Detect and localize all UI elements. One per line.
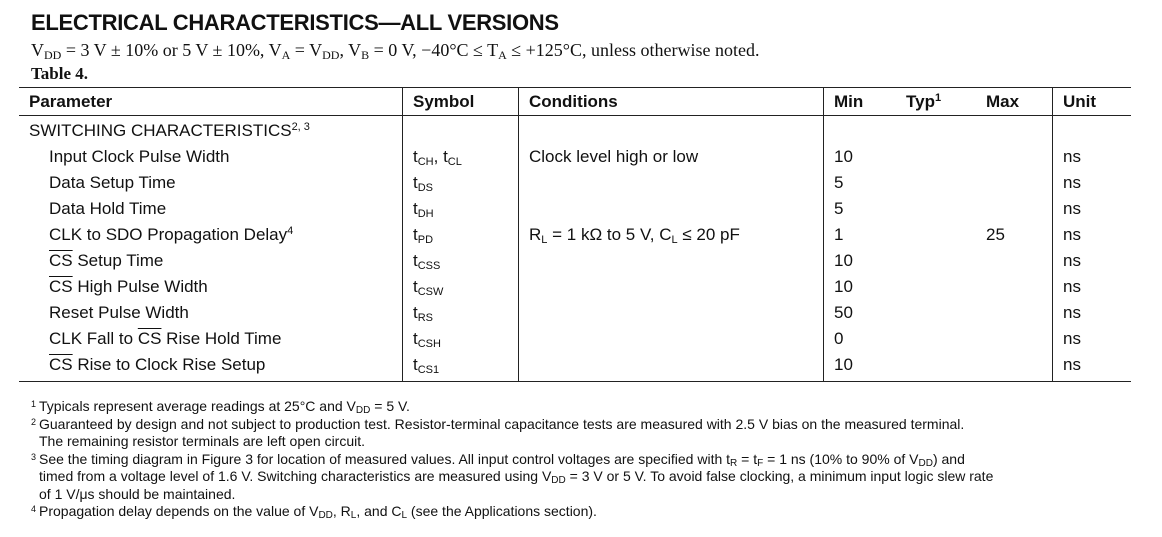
- vb-subscript: B: [361, 48, 370, 62]
- param-name: Data Setup Time: [49, 173, 176, 192]
- symbol-cell: [403, 196, 519, 222]
- table-row: [19, 248, 1131, 274]
- vb-value: = 0 V, −40°C ≤ T: [369, 40, 499, 60]
- footnotes: [31, 398, 1131, 521]
- va-equals: = V: [290, 40, 323, 60]
- symbol-t: t: [413, 147, 418, 166]
- table-header-row: [19, 88, 1131, 116]
- symbol-sub: CSH: [417, 338, 441, 350]
- param-name: Rise Hold Time: [161, 329, 282, 348]
- param-cell: [19, 300, 403, 326]
- vdd-subscript: DD: [44, 48, 62, 62]
- section-title: ELECTRICAL CHARACTERISTICS—ALL VERSIONS: [31, 10, 559, 35]
- param-cell: [19, 248, 403, 274]
- unit-cell: ns: [1053, 352, 1132, 382]
- typ-cell: [896, 248, 976, 274]
- table-body: [19, 116, 1131, 382]
- cs-signal: $\overline{CS}$: [137, 329, 162, 348]
- param-cell: [19, 144, 403, 170]
- cond-sub: L: [541, 234, 548, 246]
- symbol-cell: [403, 274, 519, 300]
- min-cell: 10: [824, 352, 897, 382]
- table-row: [19, 170, 1131, 196]
- section-row: [19, 116, 1131, 145]
- symbol-sub: PD: [417, 234, 434, 246]
- typ-cell: [896, 274, 976, 300]
- typ-cell: [896, 144, 976, 170]
- typ-cell: [896, 196, 976, 222]
- symbol-t: t: [413, 355, 418, 374]
- symbol-sub: DH: [417, 208, 434, 220]
- min-cell: 10: [824, 248, 897, 274]
- vb-symbol: , V: [339, 40, 362, 60]
- symbol-cell: [403, 352, 519, 382]
- conditions-cell: [519, 222, 824, 248]
- min-cell: 0: [824, 326, 897, 352]
- vdd-value: = 3 V ± 10% or 5 V ± 10%,: [61, 40, 269, 60]
- col-header-unit: Unit: [1053, 88, 1132, 116]
- min-cell: 10: [824, 144, 897, 170]
- max-cell: [976, 352, 1053, 382]
- symbol-t: t: [413, 277, 418, 296]
- vdd-symbol: V: [31, 40, 44, 60]
- symbol-t2: , t: [433, 147, 448, 166]
- param-cell: [19, 352, 403, 382]
- conditions-cell: [519, 352, 824, 382]
- col-header-parameter: Parameter: [19, 88, 403, 116]
- conditions-cell: [519, 144, 824, 170]
- section-footnote-refs: 2, 3: [291, 121, 310, 133]
- max-cell: [976, 248, 1053, 274]
- param-prefix: CLK Fall to: [49, 329, 138, 348]
- conditions-cell: [519, 300, 824, 326]
- param-name: Rise to Clock Rise Setup: [72, 355, 266, 374]
- col-header-symbol: Symbol: [403, 88, 519, 116]
- col-header-min: Min: [824, 88, 897, 116]
- va-subscript: A: [281, 48, 291, 62]
- typ-label: Typ: [906, 91, 935, 111]
- param-name: Reset Pulse Width: [49, 303, 189, 322]
- unit-cell: ns: [1053, 222, 1132, 248]
- table-row: [19, 352, 1131, 382]
- symbol-t: t: [413, 225, 418, 244]
- symbol-sub: CS1: [417, 364, 440, 376]
- typ-cell: [896, 222, 976, 248]
- section-label: SWITCHING CHARACTERISTICS: [29, 121, 292, 140]
- param-footnote-ref: 4: [287, 225, 294, 237]
- typ-cell: [896, 326, 976, 352]
- symbol-sub: CH: [417, 156, 434, 168]
- param-name: Input Clock Pulse Width: [49, 147, 230, 166]
- unit-cell: ns: [1053, 274, 1132, 300]
- ta-subscript: A: [498, 48, 507, 62]
- unit-cell: ns: [1053, 196, 1132, 222]
- typ-cell: [896, 300, 976, 326]
- footnote-1: 1 Typicals represent average readings at 25°C and $V_{DD} = 5$ V.: [31, 398, 410, 416]
- symbol-t: t: [413, 303, 418, 322]
- cs-signal: $\overline{CS}$: [49, 251, 73, 270]
- footnote-2: 2 Guaranteed by design and not subject to production test. Resistor-terminal capacitance tests are measured with 2.5 V bias on the measured terminal. The remaining resistor terminals are left open circuit.: [31, 415, 965, 449]
- param-cell: [19, 222, 403, 248]
- max-cell: [976, 300, 1053, 326]
- min-cell: 5: [824, 170, 897, 196]
- conditions-cell: [519, 274, 824, 300]
- max-cell: [976, 274, 1053, 300]
- symbol-cell: [403, 170, 519, 196]
- unit-cell: ns: [1053, 248, 1132, 274]
- conditions-cell: [519, 326, 824, 352]
- cs-signal: $\overline{CS}$: [49, 355, 73, 374]
- param-cell: [19, 326, 403, 352]
- symbol-sub: DS: [417, 182, 434, 194]
- min-cell: 50: [824, 300, 897, 326]
- va-eq-subscript: DD: [322, 48, 340, 62]
- param-cell: [19, 170, 403, 196]
- min-cell: 10: [824, 274, 897, 300]
- param-name: Setup Time: [72, 251, 164, 270]
- param-name: Data Hold Time: [49, 199, 167, 218]
- max-cell: [976, 326, 1053, 352]
- section-label-cell: [19, 116, 403, 145]
- max-cell: [976, 144, 1053, 170]
- unit-cell: ns: [1053, 170, 1132, 196]
- spec-table: [19, 87, 1131, 382]
- table-row: [19, 300, 1131, 326]
- min-cell: 5: [824, 196, 897, 222]
- symbol-sub: CSW: [417, 286, 444, 298]
- conditions-cell: [519, 170, 824, 196]
- table-row: [19, 222, 1131, 248]
- typ-cell: [896, 352, 976, 382]
- va-symbol: V: [268, 40, 282, 60]
- symbol-cell: [403, 248, 519, 274]
- param-name: High Pulse Width: [72, 277, 208, 296]
- symbol-cell: [403, 300, 519, 326]
- typ-footnote-ref: 1: [934, 91, 942, 104]
- test-conditions: [31, 40, 759, 61]
- table-row: [19, 326, 1131, 352]
- symbol-sub: RS: [417, 312, 434, 324]
- table-row: [19, 144, 1131, 170]
- symbol-cell: [403, 326, 519, 352]
- symbol-t: t: [413, 251, 418, 270]
- col-header-conditions: Conditions: [519, 88, 824, 116]
- footnote-4: 4 Propagation delay depends on the value of $V_{DD}$, $R_L$, and $C_L$ (see the Applications section).: [31, 503, 597, 521]
- col-header-max: Max: [976, 88, 1053, 116]
- param-cell: [19, 196, 403, 222]
- conditions-cell: [519, 248, 824, 274]
- unit-cell: ns: [1053, 300, 1132, 326]
- cond-part: = 1 kΩ to 5 V, C: [547, 225, 672, 244]
- symbol-cell: [403, 222, 519, 248]
- typ-cell: [896, 170, 976, 196]
- param-name: CLK to SDO Propagation Delay: [49, 225, 288, 244]
- table-label: Table 4.: [31, 64, 89, 83]
- cs-signal: $\overline{CS}$: [49, 277, 73, 296]
- max-cell: [976, 196, 1053, 222]
- footnote-3: 3 See the timing diagram in Figure 3 for location of measured values. All input control voltages are specified with $t_R = t_F = 1$ ns (10% to 90% of $V_{DD}$) and timed from a voltage level of 1.6 V. Switching characteristics are measured using $V_{DD} = 3$ V or 5 V. To avoid false clocking, a minimum input logic slew rate of 1 V/μs should be maintained.: [31, 450, 994, 502]
- symbol-t: t: [413, 199, 418, 218]
- conditions-text: Clock level high or low: [529, 147, 699, 166]
- symbol-sub2: CL: [447, 156, 462, 168]
- cond-part: ≤ 20 pF: [677, 225, 740, 244]
- unit-cell: ns: [1053, 326, 1132, 352]
- col-header-typ: [896, 88, 976, 116]
- conditions-cell: [519, 196, 824, 222]
- symbol-sub: CSS: [417, 260, 441, 272]
- symbol-t: t: [413, 329, 418, 348]
- cond-sub: L: [671, 234, 678, 246]
- unit-cell: ns: [1053, 144, 1132, 170]
- table-row: [19, 196, 1131, 222]
- symbol-t: t: [413, 173, 418, 192]
- param-cell: [19, 274, 403, 300]
- table-row: [19, 274, 1131, 300]
- max-cell: 25: [986, 225, 1005, 244]
- cond-part: R: [529, 225, 542, 244]
- max-cell: [976, 170, 1053, 196]
- conditions-tail: ≤ +125°C, unless otherwise noted.: [506, 40, 760, 60]
- min-cell: 1: [824, 222, 897, 248]
- symbol-cell: [403, 144, 519, 170]
